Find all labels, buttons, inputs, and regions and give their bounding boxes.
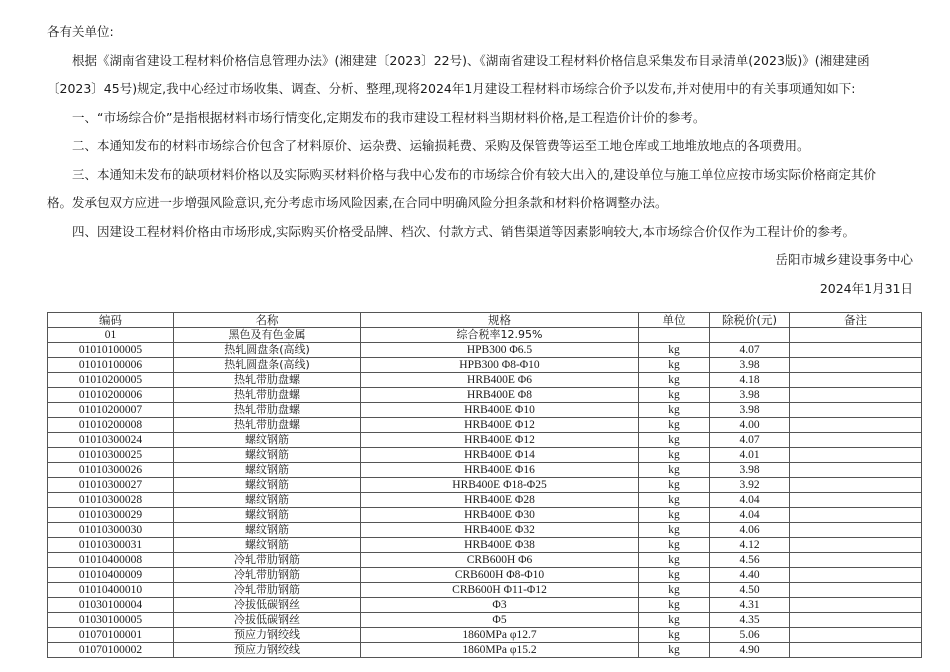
cell-name: 冷轧带肋钢筋: [174, 583, 361, 598]
cell-name: 热轧带肋盘螺: [174, 373, 361, 388]
cell-remark: [790, 523, 922, 538]
cell-unit: kg: [639, 373, 710, 388]
table-row: [48, 433, 922, 448]
cell-price: 3.98: [710, 358, 790, 373]
cell-spec: HRB400E Φ28: [361, 493, 639, 508]
cell-code: 01030100004: [48, 598, 174, 613]
item-1: 一、“市场综合价”是指根据材料市场行情变化,定期发布的我市建设工程材料当期材料价格,是工程造价计价的参考。: [72, 109, 706, 125]
cell-spec: HRB400E Φ10: [361, 403, 639, 418]
table-row: [48, 448, 922, 463]
cell-spec: HRB400E Φ12: [361, 418, 639, 433]
cell-spec: CRB600H Φ8-Φ10: [361, 568, 639, 583]
cell-code: 01010100006: [48, 358, 174, 373]
cell-name: 预应力钢绞线: [174, 628, 361, 643]
category-row: [48, 328, 922, 343]
cell-spec: HPB300 Φ8-Φ10: [361, 358, 639, 373]
cell-unit: kg: [639, 493, 710, 508]
cell-remark: [790, 553, 922, 568]
cell-unit: kg: [639, 418, 710, 433]
cell-name: 冷拔低碳钢丝: [174, 613, 361, 628]
table-row: [48, 628, 922, 643]
cell-price: 4.00: [710, 418, 790, 433]
cell-unit: kg: [639, 538, 710, 553]
cell-name: 热轧带肋盘螺: [174, 388, 361, 403]
table-row: [48, 508, 922, 523]
notice-text: [47, 18, 913, 303]
cell-price: 4.04: [710, 493, 790, 508]
cell-remark: [790, 418, 922, 433]
cell-spec: Φ3: [361, 598, 639, 613]
cell-name: 热轧带肋盘螺: [174, 418, 361, 433]
table-row: [48, 583, 922, 598]
cell-unit: kg: [639, 343, 710, 358]
category-code: 01: [48, 328, 174, 343]
cell-unit: kg: [639, 448, 710, 463]
cell-code: 01010200007: [48, 403, 174, 418]
cell-unit: kg: [639, 583, 710, 598]
cell-name: 冷轧带肋钢筋: [174, 553, 361, 568]
cell-unit: kg: [639, 568, 710, 583]
cell-price: 4.07: [710, 433, 790, 448]
issuer: 岳阳市城乡建设事务中心: [775, 252, 913, 267]
cell-spec: HRB400E Φ6: [361, 373, 639, 388]
cell-spec: HRB400E Φ38: [361, 538, 639, 553]
cell-remark: [790, 613, 922, 628]
cell-unit: kg: [639, 388, 710, 403]
cell-code: 01070100002: [48, 643, 174, 658]
cell-spec: CRB600H Φ6: [361, 553, 639, 568]
table-row: [48, 403, 922, 418]
table-row: [48, 388, 922, 403]
cell-remark: [790, 373, 922, 388]
cell-remark: [790, 583, 922, 598]
cell-code: 01070100001: [48, 628, 174, 643]
cell-remark: [790, 643, 922, 658]
salutation: 各有关单位:: [47, 24, 114, 39]
item-2: 二、本通知发布的材料市场综合价包含了材料原价、运杂费、运输损耗费、采购及保管费等运至工地仓库或工地堆放地点的各项费用。: [72, 138, 810, 153]
paragraph-basis-line1: 根据《湖南省建设工程材料价格信息管理办法》(湘建建〔2023〕22号)、《湖南省建设工程材料价格信息采集发布目录清单(2023版)》(湘建建函: [72, 52, 870, 68]
category-spec: 综合税率12.95%: [361, 328, 639, 343]
cell-price: 4.31: [710, 598, 790, 613]
cell-name: 热轧圆盘条(高线): [174, 358, 361, 373]
category-remark: [790, 328, 922, 343]
cell-code: 01030100005: [48, 613, 174, 628]
cell-name: 螺纹钢筋: [174, 448, 361, 463]
cell-remark: [790, 568, 922, 583]
table-row: [48, 478, 922, 493]
item-3-line2: 格。发承包双方应进一步增强风险意识,充分考虑市场风险因素,在合同中明确风险分担条款和材料价格调整办法。: [47, 195, 668, 210]
cell-code: 01010400010: [48, 583, 174, 598]
cell-code: 01010100005: [48, 343, 174, 358]
cell-spec: HRB400E Φ32: [361, 523, 639, 538]
cell-code: 01010300025: [48, 448, 174, 463]
cell-price: 4.12: [710, 538, 790, 553]
cell-remark: [790, 538, 922, 553]
cell-code: 01010200005: [48, 373, 174, 388]
cell-spec: 1860MPa φ12.7: [361, 628, 639, 643]
cell-spec: HRB400E Φ12: [361, 433, 639, 448]
category-unit: [639, 328, 710, 343]
table-row: [48, 493, 922, 508]
cell-name: 螺纹钢筋: [174, 538, 361, 553]
cell-name: 螺纹钢筋: [174, 433, 361, 448]
cell-price: 4.07: [710, 343, 790, 358]
cell-price: 3.98: [710, 388, 790, 403]
header-code: 编码: [48, 313, 174, 328]
cell-unit: kg: [639, 553, 710, 568]
cell-spec: HRB400E Φ18-Φ25: [361, 478, 639, 493]
cell-code: 01010200008: [48, 418, 174, 433]
header-price: 除税价(元): [710, 313, 790, 328]
cell-name: 螺纹钢筋: [174, 463, 361, 478]
cell-name: 热轧圆盘条(高线): [174, 343, 361, 358]
table-header-row: [48, 313, 922, 328]
cell-unit: kg: [639, 643, 710, 658]
cell-unit: kg: [639, 508, 710, 523]
table-row: [48, 643, 922, 658]
cell-price: 4.35: [710, 613, 790, 628]
cell-spec: CRB600H Φ11-Φ12: [361, 583, 639, 598]
cell-unit: kg: [639, 613, 710, 628]
cell-code: 01010400008: [48, 553, 174, 568]
cell-name: 螺纹钢筋: [174, 493, 361, 508]
cell-remark: [790, 358, 922, 373]
cell-price: 4.06: [710, 523, 790, 538]
cell-spec: HRB400E Φ8: [361, 388, 639, 403]
cell-price: 3.98: [710, 463, 790, 478]
table-row: [48, 463, 922, 478]
cell-unit: kg: [639, 403, 710, 418]
cell-spec: Φ5: [361, 613, 639, 628]
cell-remark: [790, 628, 922, 643]
cell-unit: kg: [639, 478, 710, 493]
category-price: [710, 328, 790, 343]
cell-price: 4.50: [710, 583, 790, 598]
cell-price: 5.06: [710, 628, 790, 643]
cell-code: 01010300028: [48, 493, 174, 508]
cell-unit: kg: [639, 433, 710, 448]
cell-price: 4.90: [710, 643, 790, 658]
cell-name: 预应力钢绞线: [174, 643, 361, 658]
cell-name: 冷拔低碳钢丝: [174, 598, 361, 613]
table-row: [48, 523, 922, 538]
cell-name: 螺纹钢筋: [174, 508, 361, 523]
table-row: [48, 373, 922, 388]
cell-price: 4.18: [710, 373, 790, 388]
table-row: [48, 568, 922, 583]
cell-code: 01010300029: [48, 508, 174, 523]
cell-code: 01010400009: [48, 568, 174, 583]
cell-spec: HPB300 Φ6.5: [361, 343, 639, 358]
cell-remark: [790, 343, 922, 358]
cell-spec: HRB400E Φ16: [361, 463, 639, 478]
cell-price: 4.56: [710, 553, 790, 568]
cell-spec: HRB400E Φ30: [361, 508, 639, 523]
cell-code: 01010300027: [48, 478, 174, 493]
paragraph-basis-line2: 〔2023〕45号)规定,我中心经过市场收集、调查、分析、整理,现将2024年1月建设工程材料市场综合价予以发布,并对使用中的有关事项通知如下:: [47, 81, 856, 96]
cell-code: 01010300030: [48, 523, 174, 538]
cell-remark: [790, 448, 922, 463]
cell-name: 螺纹钢筋: [174, 478, 361, 493]
table-row: [48, 538, 922, 553]
cell-spec: HRB400E Φ14: [361, 448, 639, 463]
cell-remark: [790, 403, 922, 418]
cell-unit: kg: [639, 463, 710, 478]
header-unit: 单位: [639, 313, 710, 328]
cell-unit: kg: [639, 598, 710, 613]
cell-unit: kg: [639, 523, 710, 538]
cell-spec: 1860MPa φ15.2: [361, 643, 639, 658]
cell-remark: [790, 433, 922, 448]
cell-price: 3.98: [710, 403, 790, 418]
table-row: [48, 358, 922, 373]
cell-price: 4.01: [710, 448, 790, 463]
item-4: 四、因建设工程材料价格由市场形成,实际购买价格受品牌、档次、付款方式、销售渠道等因素影响较大,本市场综合价仅作为工程计价的参考。: [72, 223, 855, 239]
cell-remark: [790, 463, 922, 478]
category-name: 黑色及有色金属: [174, 328, 361, 343]
table-row: [48, 613, 922, 628]
table-row: [48, 418, 922, 433]
cell-remark: [790, 388, 922, 403]
header-remark: 备注: [790, 313, 922, 328]
cell-price: 4.04: [710, 508, 790, 523]
issue-date: 2024年1月31日: [819, 280, 913, 296]
cell-code: 01010300024: [48, 433, 174, 448]
header-name: 名称: [174, 313, 361, 328]
cell-remark: [790, 508, 922, 523]
cell-remark: [790, 478, 922, 493]
cell-price: 4.40: [710, 568, 790, 583]
header-spec: 规格: [361, 313, 639, 328]
cell-unit: kg: [639, 358, 710, 373]
cell-price: 3.92: [710, 478, 790, 493]
table-row: [48, 598, 922, 613]
price-table: [47, 312, 922, 658]
cell-remark: [790, 493, 922, 508]
cell-code: 01010300031: [48, 538, 174, 553]
item-3-line1: 三、本通知未发布的缺项材料价格以及实际购买材料价格与我中心发布的市场综合价有较大出入的,建设单位与施工单位应按市场实际价格商定其价: [72, 166, 876, 182]
table-row: [48, 553, 922, 568]
cell-remark: [790, 598, 922, 613]
cell-unit: kg: [639, 628, 710, 643]
cell-name: 螺纹钢筋: [174, 523, 361, 538]
cell-name: 冷轧带肋钢筋: [174, 568, 361, 583]
cell-name: 热轧带肋盘螺: [174, 403, 361, 418]
table-row: [48, 343, 922, 358]
cell-code: 01010300026: [48, 463, 174, 478]
cell-code: 01010200006: [48, 388, 174, 403]
